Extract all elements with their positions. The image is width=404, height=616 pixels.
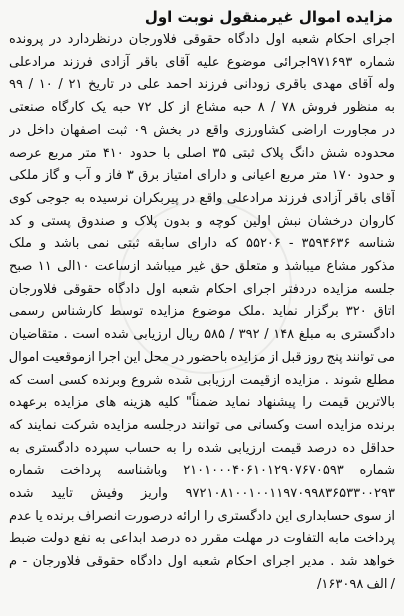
notice-line: در مجاورت اراضی کشاورزی واقع در بخش ۰۹ ثبت اصفهان داخل در bbox=[9, 122, 395, 138]
notice-line: به منظور فروش ۷۸ / ۸ حبه مشاع از کل ۷۲ حبه یک کارگاه صنعتی bbox=[9, 100, 395, 116]
notice-line: و حدود ۱۷۰ متر مربع اعیانی و دارای امتیاز برق ۳ فاز و آب و گاز ملکی bbox=[9, 168, 395, 184]
notice-line: شماره ۲۱۰۱۰۰۰۴۰۶۱۰۱۲۹۰۷۶۷۰۵۹۳ وباشناسه پرداخت شماره bbox=[9, 463, 395, 479]
notice-line: از سوی حسابداری این دادگستری را ارائه درصورت انصراف برنده یا عدم bbox=[9, 508, 395, 524]
notice-signature: / الف ۱۶۳۰۹۸/ bbox=[317, 576, 395, 592]
notice-line: شناسه ۳۵۹۴۶۳۶ - ۵۵۲۰۶ که دارای سابقه ثبتی نمی باشد و ملک bbox=[9, 236, 395, 252]
notice-line: آقای باقر آزادی فرزند مرادعلی واقع در پیربکران نرسیده به جوجی کوی bbox=[9, 190, 395, 206]
notice-line: شماره ۹۷۱۶۹۳اجرائی موضوع علیه آقای باقر آزادی فرزند مرادعلی bbox=[9, 54, 395, 70]
notice-line: اجرای احکام شعبه اول دادگاه حقوقی فلاورجان درنظردارد در پرونده bbox=[9, 32, 395, 47]
notice-line: برنده مزایده است وکسانی می توانند درجلسه مزایده شرکت نمایند که bbox=[9, 417, 395, 433]
notice-line: کاروان درخشان نبش اولین کوچه و بدون پلاک و صندوق پستی و کد bbox=[9, 213, 395, 229]
notice-line: می توانند پنج روز قبل از مزایده باحضور در محل این اجرا ازموقعیت اموال bbox=[9, 349, 395, 365]
notice-title: مزایده اموال غیرمنقول نوبت اول bbox=[144, 8, 393, 26]
notice-line: مطلع شوند . مزایده ازقیمت ارزیابی شده شروع وبرنده کسی است که bbox=[9, 372, 395, 388]
notice-line: جلسه مزایده دردفتر اجرای احکام شعبه اول دادگاه حقوقی فلاورجان bbox=[9, 281, 395, 297]
notice-line: بالاترین قیمت را پیشنهاد نماید ضمناً" کلیه هزینه های مزایده برعهده bbox=[9, 395, 395, 411]
notice-line: خواهد شد . مدیر اجرای احکام شعبه اول دادگاه حقوقی فلاورجان - م bbox=[9, 554, 395, 570]
notice-line: مذکور مشاع میباشد و متعلق حق غیر میباشد ازساعت ۱۰الی ۱۱ صبح bbox=[9, 259, 395, 275]
notice-line: اتاق ۳۲۰ برگزار نماید .ملک موضوع مزایده توسط کارشناس رسمی bbox=[9, 304, 395, 320]
notice-line: وله آقای مهدی باقری زودانی فرزند احمد علی در تاریخ ۲۱ / ۱۰ / ۹۹ bbox=[9, 77, 395, 93]
notice-line: حداقل ده درصد قیمت ارزیابی شده را به حساب سپرده دادگستری به bbox=[9, 440, 395, 456]
notice-body bbox=[9, 29, 395, 597]
notice-line: محدوده شش دانگ پلاک ثبتی ۳۵ اصلی با حدود ۴۱۰ متر مربع عرصه bbox=[9, 145, 395, 161]
notice-line: پرداخت مابه التفاوت در مهلت مقرر ده درصد ابداعی به نفع دولت ضبط bbox=[9, 531, 395, 547]
notice-line: ۹۷۲۱۰۸۱۰۰۱۰۰۱۱۹۷۰۹۹۸۳۶۵۳۳۰۰۲۹۳ واریز وفیش تایید شده bbox=[9, 486, 395, 502]
notice-line: دادگستری به مبلغ ۱۴۸ / ۳۹۲ / ۵۸۵ ریال ارزیابی شده است . متقاضیان bbox=[9, 327, 395, 343]
